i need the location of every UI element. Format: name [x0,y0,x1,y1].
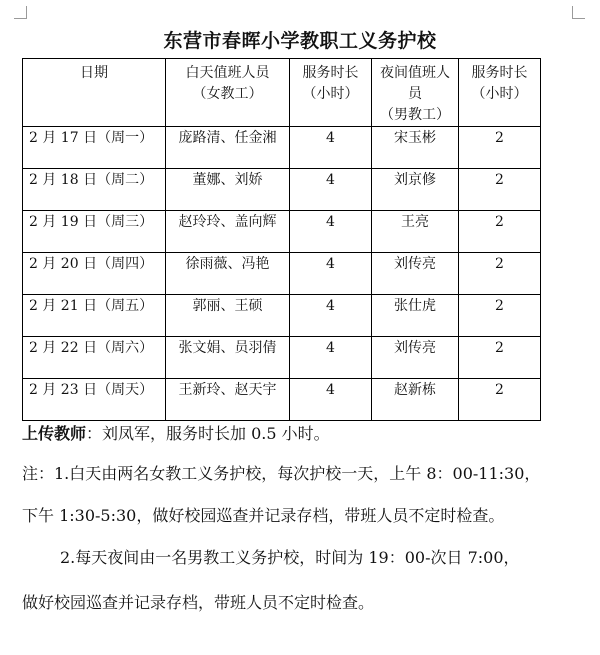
cell-day-hours: 4 [290,295,372,337]
table-row [23,169,541,211]
cell-night-hours: 2 [459,379,541,421]
header-date-label: 日期 [80,65,108,81]
cell-night-hours: 2 [459,337,541,379]
cell-night-staff: 宋玉彬 [372,127,459,169]
cell-day-hours: 4 [290,379,372,421]
cell-day-staff: 赵玲玲、盖向辉 [166,211,290,253]
table-row [23,211,541,253]
cell-day-hours: 4 [290,253,372,295]
cell-date: 2 月 17 日（周一） [23,127,166,169]
header-date [23,59,166,127]
note-line-4: 做好校园巡查并记录存档，带班人员不定时检查。 [22,593,375,612]
table-row [23,295,541,337]
cell-date: 2 月 22 日（周六） [23,337,166,379]
header-night-staff [372,59,459,127]
header-night-hours-line1: 服务时长 [471,65,528,81]
cell-date: 2 月 18 日（周二） [23,169,166,211]
cell-day-staff: 董娜、刘娇 [166,169,290,211]
header-night-hours [459,59,541,127]
cell-night-hours: 2 [459,127,541,169]
cell-day-hours: 4 [290,127,372,169]
cell-date: 2 月 20 日（周四） [23,253,166,295]
header-day-staff-line2: （女教工） [192,86,263,102]
cell-day-staff: 王新玲、赵天宇 [166,379,290,421]
cell-day-staff: 郭丽、王硕 [166,295,290,337]
cell-night-hours: 2 [459,211,541,253]
cell-day-hours: 4 [290,169,372,211]
cell-date: 2 月 19 日（周三） [23,211,166,253]
cell-night-staff: 刘传亮 [372,253,459,295]
cell-night-staff: 刘京修 [372,169,459,211]
cell-night-hours: 2 [459,253,541,295]
table-row [23,127,541,169]
header-night-staff-line2: 员 [408,86,422,102]
note-line-3: 2.每天夜间由一名男教工义务护校，时间为 19：00-次日 7:00， [60,548,520,567]
cell-day-hours: 4 [290,337,372,379]
header-day-staff [166,59,290,127]
header-day-staff-line1: 白天值班人员 [185,65,270,81]
note-line-2: 下午 1:30-5:30，做好校园巡查并记录存档，带班人员不定时检查。 [22,506,505,525]
cell-night-staff: 赵新栋 [372,379,459,421]
cell-night-hours: 2 [459,295,541,337]
header-day-hours-line2: （小时） [302,86,359,102]
table-row [23,337,541,379]
table-row [23,253,541,295]
table-row [23,379,541,421]
header-night-staff-line3: （男教工） [380,107,450,123]
page-corner-mark-left [14,6,27,19]
cell-day-staff: 张文娟、员羽倩 [166,337,290,379]
table-header-row [23,59,541,127]
uploader-value: ：刘凤军，服务时长加 0.5 小时。 [86,424,330,443]
header-night-hours-line2: （小时） [471,86,528,102]
cell-night-staff: 王亮 [372,211,459,253]
page-corner-mark-right [572,6,585,19]
document-title: 东营市春晖小学教职工义务护校 [163,30,437,52]
uploader-label: 上传教师 [22,424,87,443]
header-night-staff-line1: 夜间值班人 [380,65,450,81]
cell-day-staff: 徐雨薇、冯艳 [166,253,290,295]
cell-night-hours: 2 [459,169,541,211]
header-day-hours-line1: 服务时长 [302,65,359,81]
cell-date: 2 月 21 日（周五） [23,295,166,337]
note-line-1: 注：1.白天由两名女教工义务护校，每次护校一天，上午 8：00-11:30， [22,464,541,483]
header-day-hours [290,59,372,127]
cell-night-staff: 张仕虎 [372,295,459,337]
duty-schedule-table [22,58,541,421]
cell-day-staff: 庞路清、任金湘 [166,127,290,169]
cell-day-hours: 4 [290,211,372,253]
cell-night-staff: 刘传亮 [372,337,459,379]
uploader-line [22,421,330,447]
cell-date: 2 月 23 日（周天） [23,379,166,421]
